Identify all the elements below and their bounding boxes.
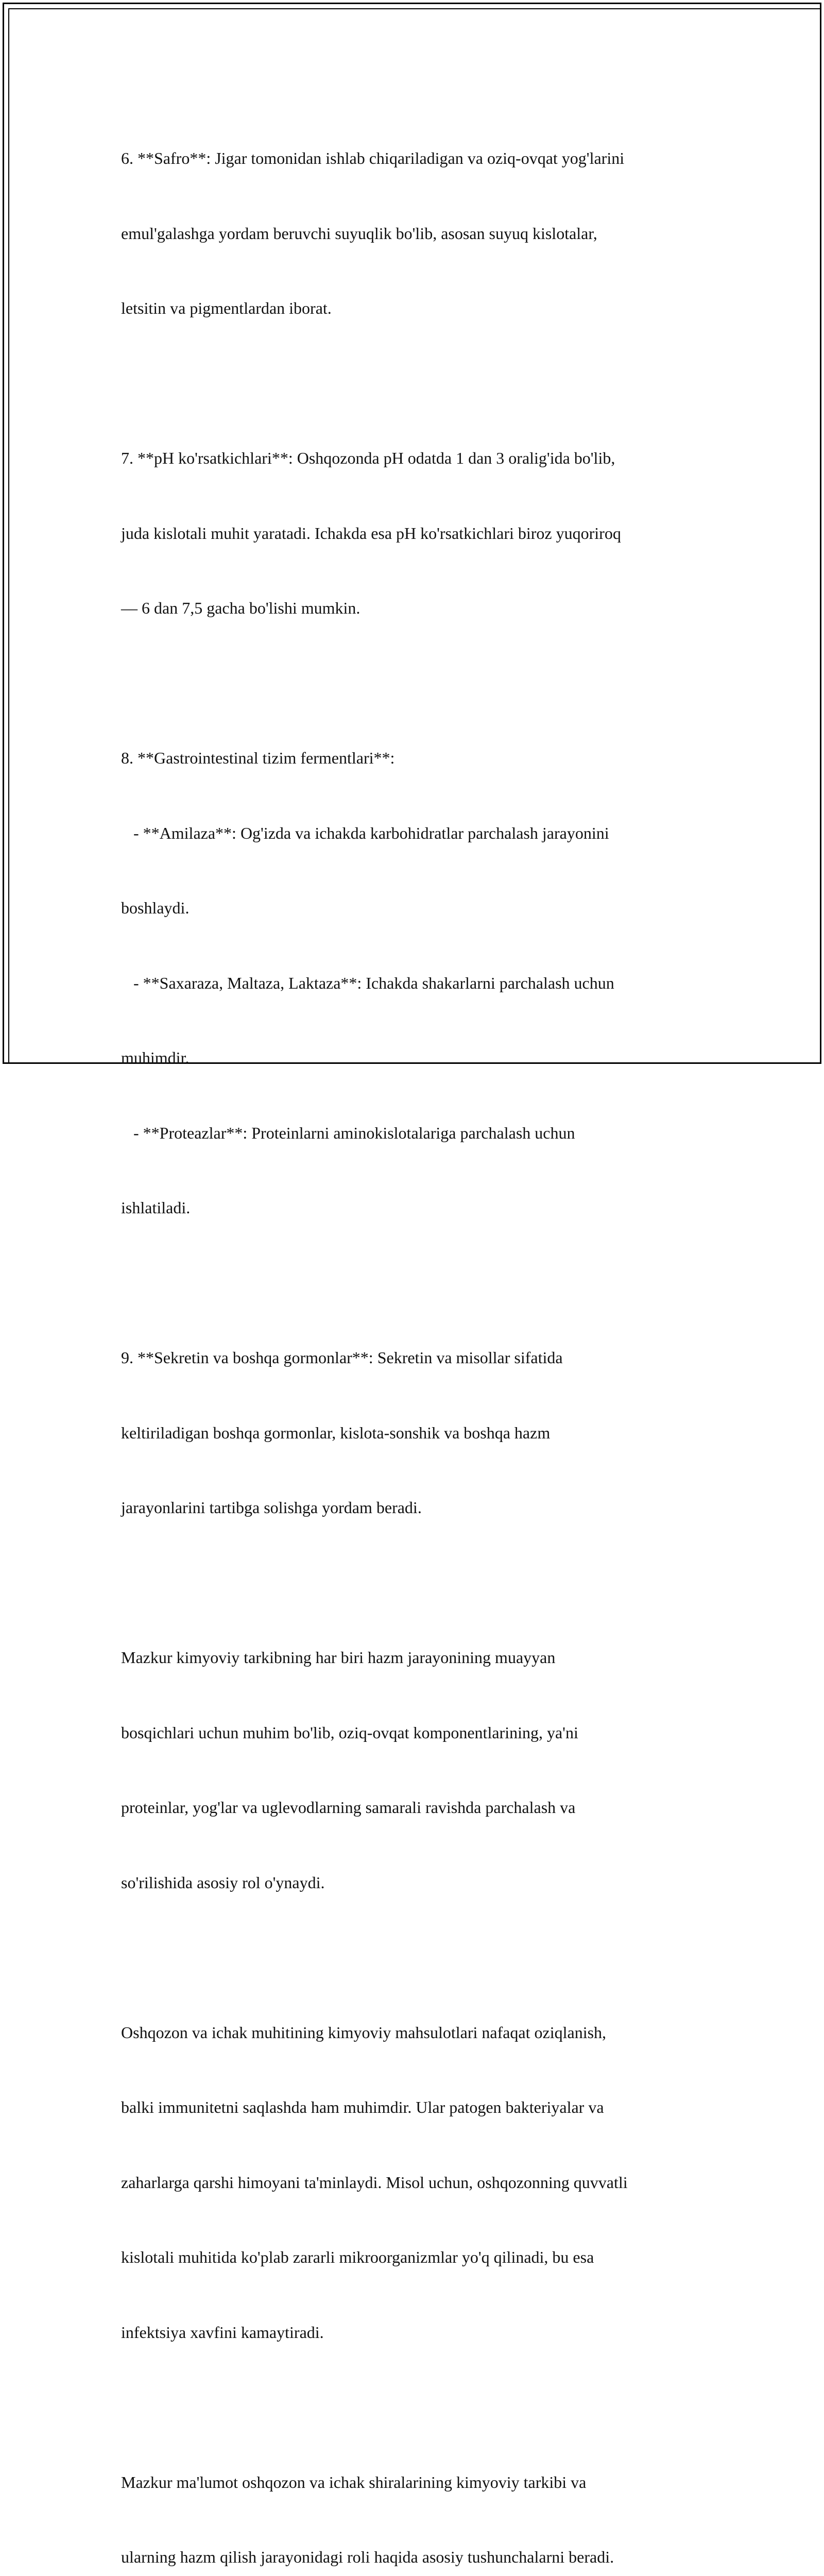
text-line: Oshqozon va ichak muhitining kimyoviy mahsulotlari nafaqat oziqlanish, (121, 2020, 713, 2045)
text-line: 6. **Safro**: Jigar tomonidan ishlab chiqariladigan va oziq-ovqat yog'larini (121, 146, 713, 171)
list-item-line: - **Amilaza**: Og'izda va ichakda karbohidratlar parchalash jarayonini (121, 821, 713, 846)
list-item-line: - **Saxaraza, Maltaza, Laktaza**: Ichakda shakarlarni parchalash uchun (121, 971, 713, 996)
text-line: letsitin va pigmentlardan iborat. (121, 296, 713, 321)
text-line: ishlatiladi. (121, 1195, 713, 1221)
text-line: — 6 dan 7,5 gacha bo'lishi mumkin. (121, 596, 713, 621)
text-line: infektsiya xavfini kamaytiradi. (121, 2320, 713, 2345)
text-line: jarayonlarini tartibga solishga yordam beradi. (121, 1495, 713, 1520)
text-line: boshlaydi. (121, 895, 713, 921)
text-line: Mazkur kimyoviy tarkibning har biri hazm jarayonining muayyan (121, 1645, 713, 1670)
paragraph-safro (121, 96, 713, 371)
text-line: juda kislotali muhit yaratadi. Ichakda esa pH ko'rsatkichlari biroz yuqoriroq (121, 521, 713, 546)
paragraph-summary (121, 1595, 713, 1945)
list-item-line: - **Proteazlar**: Proteinlarni aminokislotalariga parchalash uchun (121, 1121, 713, 1146)
text-line: balki immunitetni saqlashda ham muhimdir. Ular patogen bakteriyalar va (121, 2095, 713, 2120)
document-body (121, 96, 713, 2576)
text-line: Mazkur ma'lumot oshqozon va ichak shiralarining kimyoviy tarkibi va (121, 2470, 713, 2495)
text-line: zaharlarga qarshi himoyani ta'minlaydi. Misol uchun, oshqozonning quvvatli (121, 2170, 713, 2195)
text-line: 7. **pH ko'rsatkichlari**: Oshqozonda pH odatda 1 dan 3 oralig'ida bo'lib, (121, 446, 713, 471)
text-line: keltiriladigan boshqa gormonlar, kislota-sonshik va boshqa hazm (121, 1420, 713, 1446)
paragraph-conclusion (121, 2420, 713, 2576)
paragraph-immunity (121, 1970, 713, 2395)
text-line: so'rilishida asosiy rol o'ynaydi. (121, 1870, 713, 1895)
text-line: muhimdir. (121, 1045, 713, 1071)
paragraph-sekretin (121, 1295, 713, 1570)
text-line: 9. **Sekretin va boshqa gormonlar**: Sekretin va misollar sifatida (121, 1345, 713, 1370)
text-line: proteinlar, yog'lar va uglevodlarning samarali ravishda parchalash va (121, 1795, 713, 1820)
paragraph-ph (121, 396, 713, 671)
text-line: kislotali muhitida ko'plab zararli mikroorganizmlar yo'q qilinadi, bu esa (121, 2245, 713, 2270)
text-line: bosqichlari uchun muhim bo'lib, oziq-ovqat komponentlarining, ya'ni (121, 1720, 713, 1745)
text-line: emul'galashga yordam beruvchi suyuqlik bo'lib, asosan suyuq kislotalar, (121, 221, 713, 246)
paragraph-fermentlar (121, 696, 713, 1270)
text-line: ularning hazm qilish jarayonidagi roli haqida asosiy tushunchalarni beradi. (121, 2545, 713, 2570)
text-line: 8. **Gastrointestinal tizim fermentlari**: (121, 745, 713, 771)
